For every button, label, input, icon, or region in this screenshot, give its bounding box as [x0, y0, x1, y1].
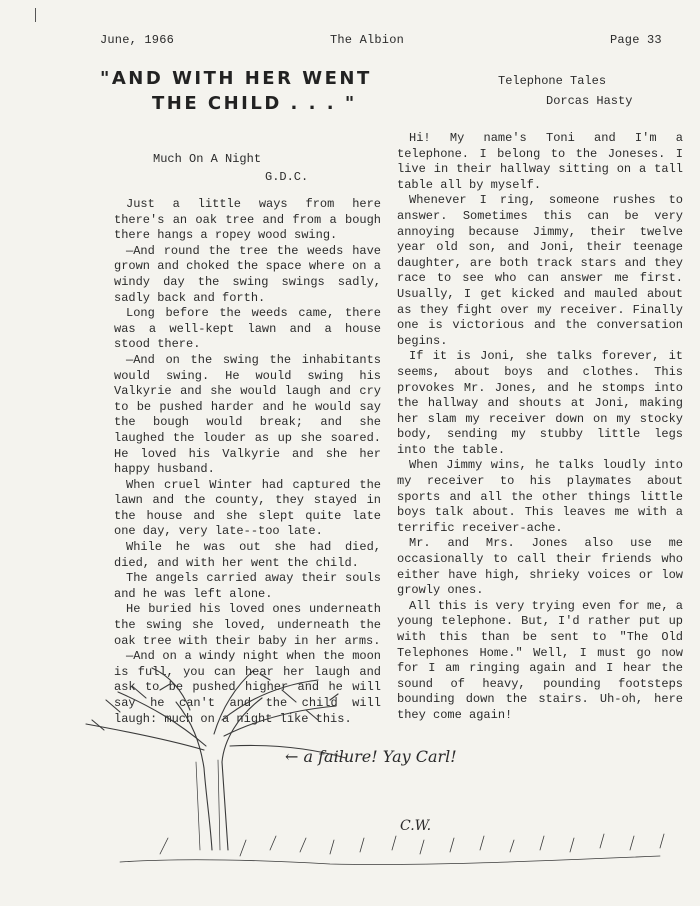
story-title: Telephone Tales — [498, 74, 607, 88]
page-number: Page 33 — [610, 33, 662, 47]
story-column — [397, 131, 683, 724]
story-paragraph: Whenever I ring, someone rushes to answer. Sometimes this can be very annoying because Jimmy, their twelve year old son, and Joni, their teenage daughter, are both track stars and they race to see who can answer me first. Usually, I get kicked and mauled about as they fight over my receiver. Finally one is victorious and the conversation begins. — [397, 193, 683, 348]
margin-mark — [35, 8, 36, 22]
sketch-note: ← a failure! Yay Carl! — [285, 747, 457, 766]
sketch-initials: C.W. — [400, 818, 432, 834]
poem-paragraph: —And on a windy night when the moon is full, you can hear her laugh and ask to be pushed higher and he will say he can't and the child will laugh: much on a night like this. — [114, 649, 381, 726]
poem-paragraph: He buried his loved ones underneath the swing she loved, underneath the oak tree with their baby in her arms. — [114, 602, 381, 648]
poem-paragraph: When cruel Winter had captured the lawn and the county, they stayed in the house and she slept quite late one day, very late--too late. — [114, 477, 381, 539]
poem-column — [114, 197, 381, 727]
poem-subtitle: Much On A Night — [153, 152, 262, 166]
poem-title-line-1: "AND WITH HER WENT — [100, 68, 372, 89]
publication-name: The Albion — [330, 33, 405, 47]
story-paragraph: If it is Joni, she talks forever, it seems, about boys and clothes. This provokes Mr. Jones, and he stomps into the hallway and shouts at Joni, making her slam my receiver down on my stocky body, sending my stubby little legs into the table. — [397, 349, 683, 457]
poem-paragraph: Long before the weeds came, there was a well-kept lawn and a house stood there. — [114, 306, 381, 352]
story-paragraph: Mr. and Mrs. Jones also use me occasionally to call their friends who either have high, shrieky voices or low growly ones. — [397, 536, 683, 598]
issue-date: June, 1966 — [100, 33, 175, 47]
tree-drawing — [86, 668, 664, 865]
poem-title — [100, 68, 400, 114]
poem-author: G.D.C. — [265, 170, 309, 184]
poem-paragraph: The angels carried away their souls and he was left alone. — [114, 571, 381, 601]
poem-paragraph: While he was out she had died, died, and with her went the child. — [114, 540, 381, 570]
story-paragraph: All this is very trying even for me, a young telephone. But, I'd rather put up with this than be sent to "The Old Telephones Home." Well, I must go now for I am ringing again and I hear the sound of heavy, pounding footsteps bounding down the stairs. Uh-oh, here they come again! — [397, 598, 683, 722]
story-paragraph: Hi! My name's Toni and I'm a telephone. I belong to the Joneses. I live in their hallway sitting on a tall table all by myself. — [397, 131, 683, 192]
poem-paragraph: Just a little ways from here there's an oak tree and from a bough there hangs a ropey wood swing. — [114, 197, 381, 243]
tree-sketch — [0, 650, 700, 890]
poem-paragraph: —And round the tree the weeds have grown and choked the space where on a windy day the swing swings sadly, sadly back and forth. — [114, 243, 381, 305]
story-paragraph: When Jimmy wins, he talks loudly into my receiver to his playmates about sports and all the other things little boys talk about. This leaves me with a terrific receiver-ache. — [397, 458, 683, 535]
poem-title-line-2: THE CHILD . . . " — [152, 93, 357, 114]
poem-paragraph: —And on the swing the inhabitants would swing. He would swing his Valkyrie and she would laugh and cry to be pushed harder and he would say the bough would break; and she laughed the louder as up she soared. He loved his Valkyrie and she her happy husband. — [114, 352, 381, 477]
story-author: Dorcas Hasty — [546, 94, 633, 108]
